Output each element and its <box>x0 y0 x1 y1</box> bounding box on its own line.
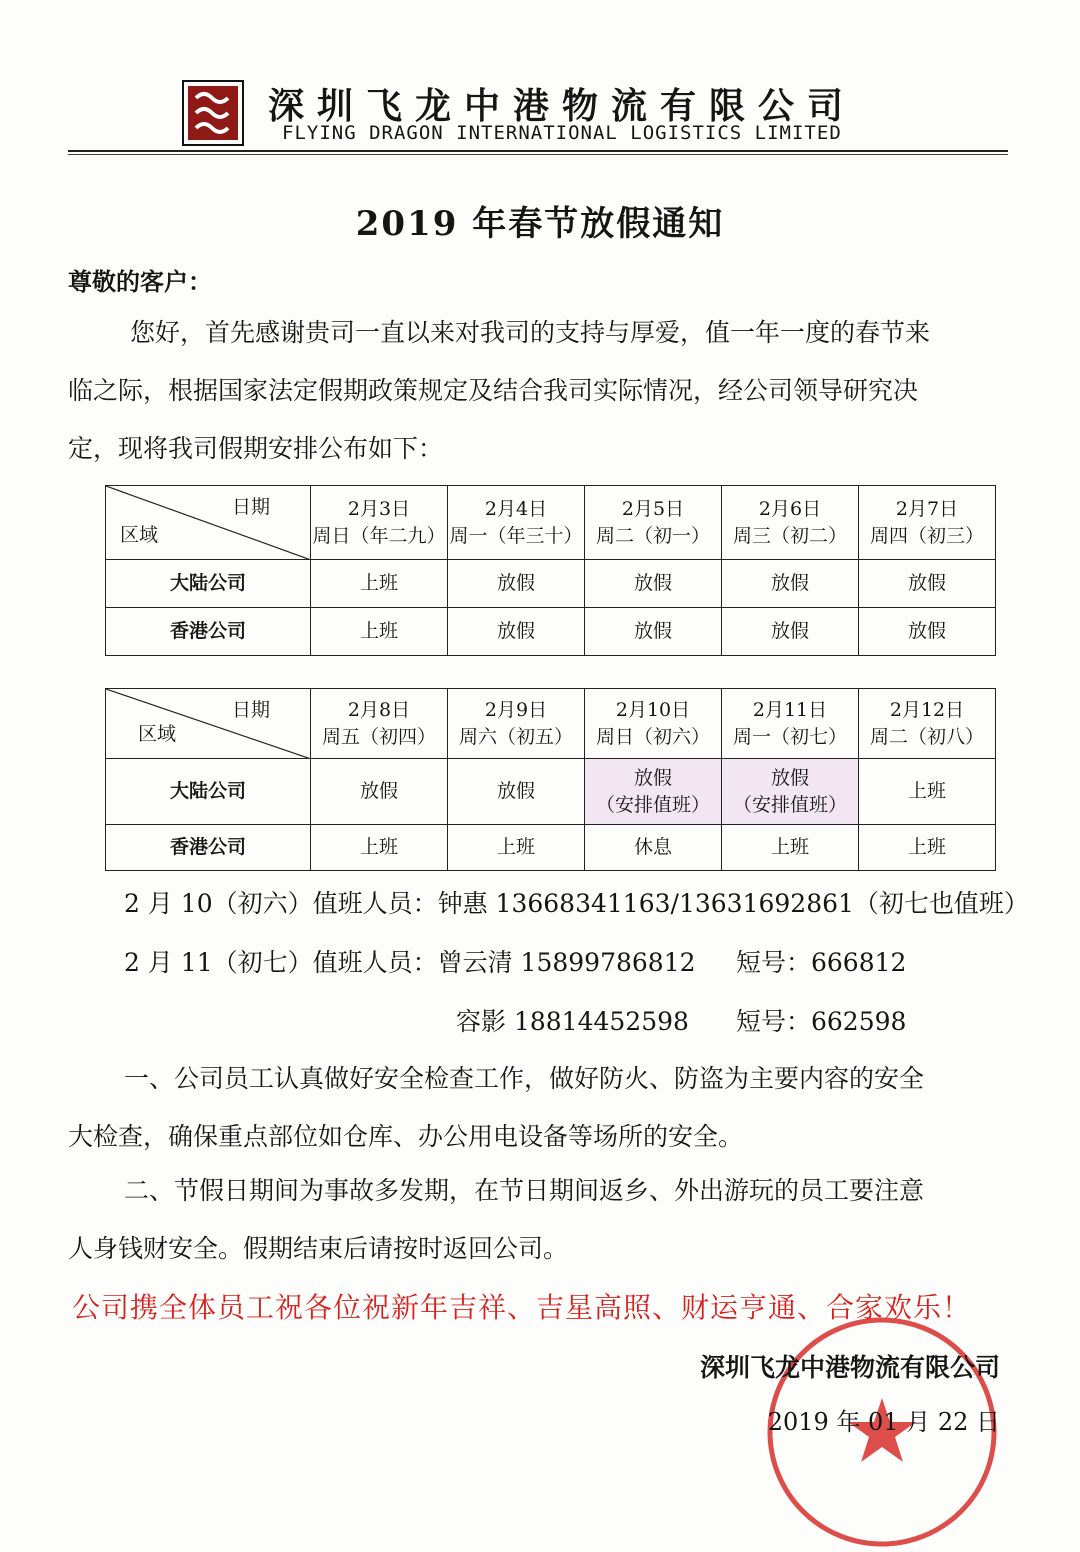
table-cell: 放假 <box>859 560 996 608</box>
header-rule-thin <box>68 154 1008 155</box>
notice-title: 2019 年春节放假通知 <box>355 204 725 244</box>
company-name-en: FLYING DRAGON INTERNATIONAL LOGISTICS LIMITED <box>282 122 842 144</box>
duty-line-2: 2 月 11（初七）值班人员：曾云清 15899786812 <box>124 948 696 977</box>
column-date: 2月10日 <box>615 698 691 721</box>
column-date: 2月3日 <box>347 497 411 520</box>
corner-region-label: 区域 <box>138 723 177 745</box>
item-2-line-2: 人身钱财安全。假期结束后请按时返回公司。 <box>68 1234 569 1263</box>
column-day: 周三（初二） <box>732 524 847 547</box>
table-cell-duty: 放假 （安排值班） <box>585 759 722 825</box>
corner-date-label: 日期 <box>231 699 270 721</box>
table-cell-duty: 放假 （安排值班） <box>722 759 859 825</box>
column-day: 周日（初六） <box>595 725 710 748</box>
holiday-table-2 <box>105 688 996 871</box>
company-name-cn: 深圳飞龙中港物流有限公司 <box>268 85 857 127</box>
column-day: 周一（初七） <box>732 725 847 748</box>
column-header <box>448 689 585 759</box>
new-year-wishes: 公司携全体员工祝各位祝新年吉祥、吉星高照、财运亨通、合家欢乐！ <box>72 1291 972 1324</box>
column-day: 周二（初八） <box>869 725 984 748</box>
table-cell: 放假 <box>311 759 448 825</box>
row-region: 大陆公司 <box>106 759 311 825</box>
column-header <box>448 486 585 560</box>
item-2-line-1: 二、节假日期间为事故多发期，在节日期间返乡、外出游玩的员工要注意 <box>124 1176 925 1205</box>
holiday-table-1 <box>105 485 996 656</box>
column-header <box>859 486 996 560</box>
signature-date: 2019 年 01 月 22 日 <box>767 1408 1000 1436</box>
column-date: 2月6日 <box>758 497 822 520</box>
row-region: 大陆公司 <box>106 560 311 608</box>
column-header <box>311 689 448 759</box>
item-1-line-2: 大检查，确保重点部位如仓库、办公用电设备等场所的安全。 <box>68 1122 744 1151</box>
column-date: 2月7日 <box>895 497 959 520</box>
column-day: 周六（初五） <box>458 725 573 748</box>
table-corner-cell <box>106 486 311 560</box>
table-cell: 放假 <box>448 608 585 656</box>
table-cell: 放假 <box>722 560 859 608</box>
header-rule <box>68 150 1008 152</box>
column-day: 周四（初三） <box>869 524 984 547</box>
column-date: 2月11日 <box>752 698 828 721</box>
item-1-line-1: 一、公司员工认真做好安全检查工作，做好防火、防盗为主要内容的安全 <box>124 1064 925 1093</box>
table-cell: 放假 <box>448 560 585 608</box>
table-cell: 放假 <box>448 759 585 825</box>
table-cell: 上班 <box>311 608 448 656</box>
column-date: 2月12日 <box>889 698 965 721</box>
corner-region-label: 区域 <box>120 524 159 546</box>
signature-company: 深圳飞龙中港物流有限公司 <box>699 1353 1000 1382</box>
table-cell: 上班 <box>859 759 996 825</box>
intro-line-2: 临之际，根据国家法定假期政策规定及结合我司实际情况，经公司领导研究决 <box>68 376 919 405</box>
column-day: 周二（初一） <box>595 524 710 547</box>
duty-line-2-short: 短号：666812 <box>736 948 907 977</box>
intro-line-3: 定，现将我司假期安排公布如下： <box>68 434 444 463</box>
duty-line-1: 2 月 10（初六）值班人员：钟惠 13668341163/13631692861（初七也值班） <box>124 889 1029 918</box>
column-header <box>311 486 448 560</box>
table-cell: 上班 <box>722 825 859 871</box>
column-header <box>722 689 859 759</box>
column-header <box>585 486 722 560</box>
table-cell: 上班 <box>859 825 996 871</box>
duty-line-3-short: 短号：662598 <box>736 1007 907 1036</box>
column-day: 周五（初四） <box>321 725 436 748</box>
table-cell: 上班 <box>311 825 448 871</box>
greeting: 尊敬的客户： <box>68 267 212 296</box>
intro-line-1: 您好，首先感谢贵司一直以来对我司的支持与厚爱，值一年一度的春节来 <box>130 318 931 347</box>
company-logo <box>182 80 244 146</box>
table-cell: 放假 <box>585 608 722 656</box>
column-date: 2月5日 <box>621 497 685 520</box>
column-date: 2月4日 <box>484 497 548 520</box>
row-region: 香港公司 <box>106 825 311 871</box>
table-cell: 休息 <box>585 825 722 871</box>
column-date: 2月8日 <box>347 698 411 721</box>
column-date: 2月9日 <box>484 698 548 721</box>
column-header <box>585 689 722 759</box>
table-cell: 放假 <box>859 608 996 656</box>
column-day: 周日（年二九） <box>312 524 446 547</box>
column-header <box>722 486 859 560</box>
column-header <box>859 689 996 759</box>
column-day: 周一（年三十） <box>449 524 583 547</box>
table-cell: 放假 <box>722 608 859 656</box>
duty-line-3: 容影 18814452598 <box>456 1007 689 1036</box>
table-cell: 放假 <box>585 560 722 608</box>
corner-date-label: 日期 <box>231 496 270 518</box>
table-cell: 上班 <box>311 560 448 608</box>
row-region: 香港公司 <box>106 608 311 656</box>
table-corner-cell <box>106 689 311 759</box>
table-cell: 上班 <box>448 825 585 871</box>
